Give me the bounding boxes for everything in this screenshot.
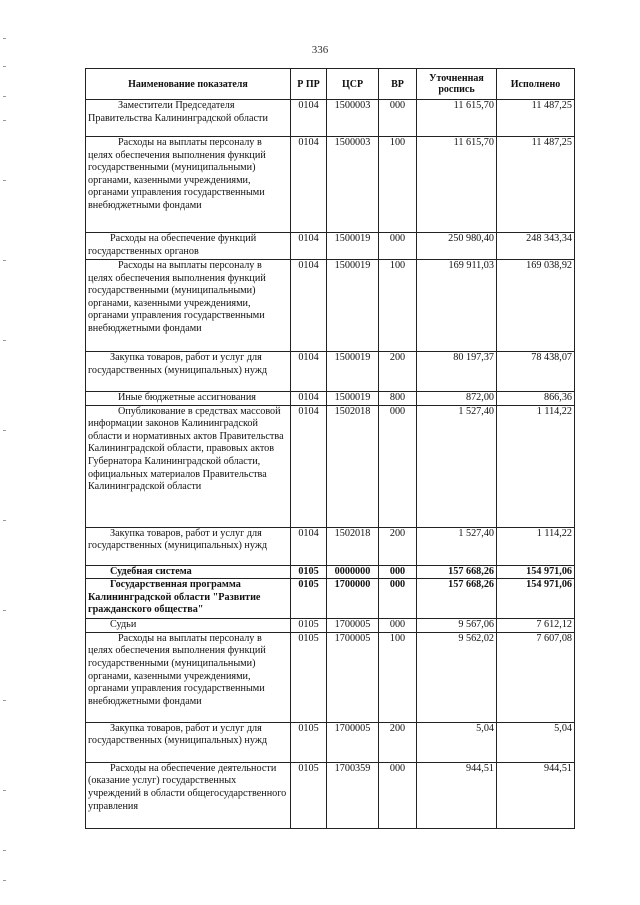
row-rpr: 0105 — [291, 619, 327, 633]
row-executed: 78 438,07 — [497, 352, 575, 392]
row-csr: 1500003 — [327, 137, 379, 233]
row-planned: 157 668,26 — [417, 579, 497, 619]
row-planned: 250 980,40 — [417, 233, 497, 260]
row-vr: 100 — [379, 632, 417, 722]
table-row — [86, 352, 575, 392]
row-planned: 9 562,02 — [417, 632, 497, 722]
row-executed: 1 114,22 — [497, 527, 575, 565]
row-vr: 800 — [379, 392, 417, 406]
row-rpr: 0104 — [291, 137, 327, 233]
row-csr: 1500019 — [327, 392, 379, 406]
row-rpr: 0104 — [291, 392, 327, 406]
row-rpr: 0104 — [291, 352, 327, 392]
row-vr: 000 — [379, 762, 417, 828]
table-row — [86, 405, 575, 527]
row-planned: 80 197,37 — [417, 352, 497, 392]
row-planned: 1 527,40 — [417, 405, 497, 527]
row-planned: 169 911,03 — [417, 260, 497, 352]
row-planned: 9 567,06 — [417, 619, 497, 633]
row-csr: 1700005 — [327, 722, 379, 762]
row-csr: 1700005 — [327, 619, 379, 633]
row-name: Расходы на выплаты персоналу в целях обеспечения выполнения функций государственными (муниципальными) органами, казенными учреждениями, органами управления государственными внебюджетными фондами — [86, 260, 291, 352]
row-vr: 200 — [379, 352, 417, 392]
row-executed: 5,04 — [497, 722, 575, 762]
row-csr: 1500019 — [327, 352, 379, 392]
header-name: Наименование показателя — [86, 69, 291, 100]
row-name: Опубликование в средствах массовой информации законов Калининградской области и нормативных актов Правительства Калининградской области, правовых актов Губернатора Калининградской области, официальных материалов Правительства Калининградской области — [86, 405, 291, 527]
row-planned: 11 615,70 — [417, 137, 497, 233]
table-row — [86, 100, 575, 137]
row-vr: 000 — [379, 100, 417, 137]
row-executed: 248 343,34 — [497, 233, 575, 260]
row-vr: 000 — [379, 565, 417, 579]
row-vr: 100 — [379, 137, 417, 233]
row-vr: 000 — [379, 405, 417, 527]
row-executed: 944,51 — [497, 762, 575, 828]
row-name: Расходы на выплаты персоналу в целях обеспечения выполнения функций государственными (муниципальными) органами, казенными учреждениями, органами управления государственными внебюджетными фондами — [86, 632, 291, 722]
row-csr: 0000000 — [327, 565, 379, 579]
table-row — [86, 565, 575, 579]
row-name: Иные бюджетные ассигнования — [86, 392, 291, 406]
row-name: Судебная система — [86, 565, 291, 579]
row-csr: 1500019 — [327, 260, 379, 352]
row-csr: 1500019 — [327, 233, 379, 260]
row-vr: 000 — [379, 579, 417, 619]
row-executed: 866,36 — [497, 392, 575, 406]
row-vr: 000 — [379, 233, 417, 260]
row-executed: 7 612,12 — [497, 619, 575, 633]
table-row — [86, 722, 575, 762]
table-header-row — [86, 69, 575, 100]
budget-table — [85, 68, 575, 829]
row-planned: 944,51 — [417, 762, 497, 828]
row-vr: 100 — [379, 260, 417, 352]
table-row — [86, 619, 575, 633]
row-csr: 1700359 — [327, 762, 379, 828]
binding-margin — [3, 0, 7, 905]
row-name: Заместители Председателя Правительства Калининградской области — [86, 100, 291, 137]
row-planned: 872,00 — [417, 392, 497, 406]
row-planned: 1 527,40 — [417, 527, 497, 565]
row-planned: 11 615,70 — [417, 100, 497, 137]
row-name: Закупка товаров, работ и услуг для государственных (муниципальных) нужд — [86, 352, 291, 392]
header-rpr: Р ПР — [291, 69, 327, 100]
table-row — [86, 762, 575, 828]
row-vr: 200 — [379, 722, 417, 762]
row-rpr: 0104 — [291, 100, 327, 137]
table-row — [86, 579, 575, 619]
row-rpr: 0104 — [291, 405, 327, 527]
header-csr: ЦСР — [327, 69, 379, 100]
row-vr: 200 — [379, 527, 417, 565]
table-row — [86, 260, 575, 352]
table-row — [86, 632, 575, 722]
row-vr: 000 — [379, 619, 417, 633]
row-rpr: 0105 — [291, 762, 327, 828]
row-name: Закупка товаров, работ и услуг для государственных (муниципальных) нужд — [86, 722, 291, 762]
header-planned: Уточненная роспись — [417, 69, 497, 100]
row-csr: 1700000 — [327, 579, 379, 619]
row-name: Закупка товаров, работ и услуг для государственных (муниципальных) нужд — [86, 527, 291, 565]
table-row — [86, 233, 575, 260]
row-executed: 154 971,06 — [497, 579, 575, 619]
row-csr: 1700005 — [327, 632, 379, 722]
row-rpr: 0105 — [291, 565, 327, 579]
row-planned: 5,04 — [417, 722, 497, 762]
row-csr: 1500003 — [327, 100, 379, 137]
row-name: Государственная программа Калининградской области "Развитие гражданского общества" — [86, 579, 291, 619]
row-executed: 7 607,08 — [497, 632, 575, 722]
row-name: Расходы на обеспечение деятельности (оказание услуг) государственных учреждений в области общегосударственного управления — [86, 762, 291, 828]
row-planned: 157 668,26 — [417, 565, 497, 579]
row-executed: 11 487,25 — [497, 137, 575, 233]
header-executed: Исполнено — [497, 69, 575, 100]
table-row — [86, 137, 575, 233]
row-rpr: 0105 — [291, 632, 327, 722]
row-executed: 154 971,06 — [497, 565, 575, 579]
row-name: Судьи — [86, 619, 291, 633]
row-rpr: 0105 — [291, 579, 327, 619]
row-rpr: 0104 — [291, 233, 327, 260]
header-vr: ВР — [379, 69, 417, 100]
row-csr: 1502018 — [327, 527, 379, 565]
row-name: Расходы на выплаты персоналу в целях обеспечения выполнения функций государственными (муниципальными) органами, казенными учреждениями, органами управления государственными внебюджетными фондами — [86, 137, 291, 233]
row-executed: 11 487,25 — [497, 100, 575, 137]
row-executed: 1 114,22 — [497, 405, 575, 527]
row-csr: 1502018 — [327, 405, 379, 527]
row-rpr: 0104 — [291, 260, 327, 352]
row-name: Расходы на обеспечение функций государственных органов — [86, 233, 291, 260]
row-executed: 169 038,92 — [497, 260, 575, 352]
table-row — [86, 527, 575, 565]
row-rpr: 0105 — [291, 722, 327, 762]
page-number: 336 — [311, 44, 329, 56]
row-rpr: 0104 — [291, 527, 327, 565]
table-row — [86, 392, 575, 406]
